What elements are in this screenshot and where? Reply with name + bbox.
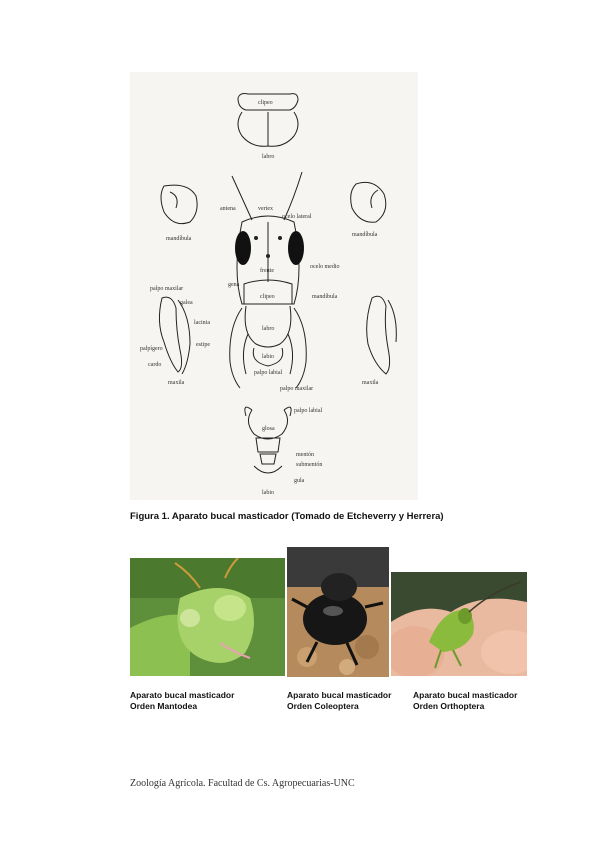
label-lacinia: lacinia <box>194 320 210 326</box>
photo-caption-mantodea-line2: Orden Mantodea <box>130 701 198 711</box>
mouthparts-diagram <box>130 72 418 500</box>
label-menton: mentón <box>296 452 314 458</box>
photo-orthoptera <box>391 572 527 676</box>
photo-caption-mantodea <box>130 690 234 712</box>
figure-caption: Figura 1. Aparato bucal masticador (Tomado de Etcheverry y Herrera) <box>130 511 444 522</box>
photo-caption-orthoptera-line1: Aparato bucal masticador <box>413 690 518 700</box>
photo-mantodea <box>130 558 285 676</box>
label-submenton: submentón <box>296 462 323 468</box>
label-palpo-labial-mid: palpo labial <box>254 370 283 376</box>
label-mandibula-left: mandíbula <box>166 236 192 242</box>
label-maxila-right: maxila <box>362 380 379 386</box>
label-estipe: estipe <box>196 342 210 348</box>
label-clipeo-top: clipeo <box>258 100 273 106</box>
label-cardo: cardo <box>148 362 162 368</box>
label-labio-bottom: labio <box>262 490 274 496</box>
label-gena: gena <box>228 282 240 288</box>
label-glosa: glosa <box>262 426 275 432</box>
label-clipeo-mid: clipeo <box>260 294 275 300</box>
label-antena: antena <box>220 206 236 212</box>
label-palpo-labial-bottom: palpo labial <box>294 408 323 414</box>
label-ocelo-medio: ocelo medio <box>310 264 340 270</box>
photo-coleoptera <box>287 547 389 677</box>
photo-caption-coleoptera-line2: Orden Coleoptera <box>287 701 359 711</box>
label-mandibula-mid: mandíbula <box>312 294 338 300</box>
photo-caption-orthoptera-line2: Orden Orthoptera <box>413 701 485 711</box>
label-galea: galea <box>180 300 193 306</box>
label-labro-top: labro <box>262 154 275 160</box>
photo-caption-orthoptera <box>413 690 517 712</box>
label-vertex: vertex <box>258 206 273 212</box>
label-ocelo-lateral: ocelo lateral <box>282 214 312 220</box>
photo-caption-coleoptera-line1: Aparato bucal masticador <box>287 690 392 700</box>
figure-mouthparts-drawing <box>130 72 418 500</box>
label-palpo-maxilar-bottom: palpo maxilar <box>280 386 314 392</box>
label-labro-mid: labro <box>262 326 275 332</box>
label-palpo-maxilar-top: palpo maxilar <box>150 286 184 292</box>
photo-caption-mantodea-line1: Aparato bucal masticador <box>130 690 235 700</box>
photo-caption-coleoptera <box>287 690 391 712</box>
page-footer: Zoología Agrícola. Facultad de Cs. Agropecuarias-UNC <box>130 778 355 789</box>
label-mandibula-right: mandíbula <box>352 232 378 238</box>
label-gula: gula <box>294 478 305 484</box>
label-labio-mid: labio <box>262 354 274 360</box>
label-maxila-left: maxila <box>168 380 185 386</box>
label-palpigero: palpígero <box>140 346 163 352</box>
label-frente: frente <box>260 268 274 274</box>
